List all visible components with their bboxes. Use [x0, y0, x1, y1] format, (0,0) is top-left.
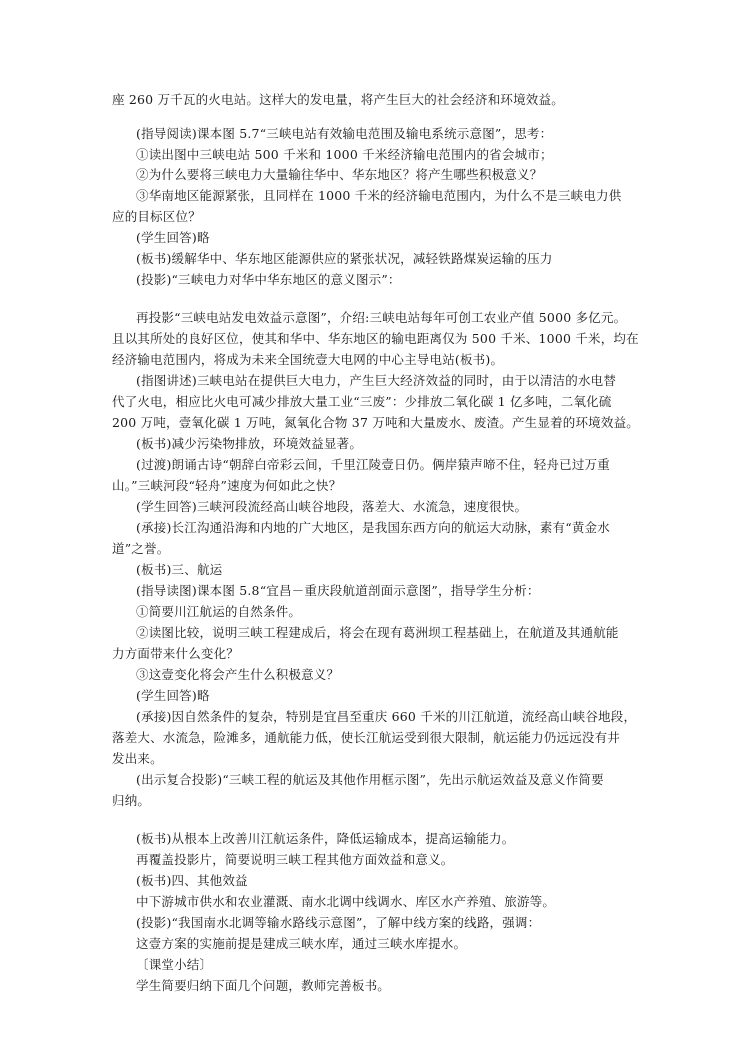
text-line: 落差大、水流急，险滩多，通航能力低，使长江航运受到很大限制，航运能力仍远远没有井 — [112, 730, 621, 745]
text-line: (板书)三、航运 — [136, 562, 223, 577]
text-line: 再投影“三峡电站发电效益示意图”，介绍:三峡电站每年可创工农业产值 5000 多亿元。 — [136, 310, 627, 325]
text-line: 道”之誉。 — [112, 541, 170, 556]
text-line: 归纳。 — [112, 793, 151, 808]
text-line: ②为什么要将三峡电力大量输往华中、华东地区？将产生哪些积极意义？ — [136, 167, 543, 182]
text-line: (指导读图)课本图 5.8“宜昌－重庆段航道剖面示意图”，指导学生分析： — [136, 583, 540, 598]
text-line: (板书)减少污染物排放，环境效益显著。 — [136, 436, 363, 451]
text-line: (指图讲述)三峡电站在提供巨大电力，产生巨大经济效益的同时，由于以清洁的水电替 — [136, 373, 617, 388]
text-line: 力方面带来什么变化？ — [112, 646, 240, 661]
text-line: (板书)四、其他效益 — [136, 873, 248, 888]
text-line: 座 260 万千瓦的火电站。这样大的发电量，将产生巨大的社会经济和环境效益。 — [112, 92, 564, 107]
text-line: ③华南地区能源紧张，且同样在 1000 千米的经济输电范围内，为什么不是三峡电力供 — [136, 188, 622, 203]
text-line: (承接)因自然条件的复杂，特别是宜昌至重庆 660 千米的川江航道，流经高山峡谷地段， — [136, 709, 637, 724]
section-heading: 〔课堂小结〕 — [136, 957, 213, 972]
text-line: (学生回答)三峡河段流经高山峡谷地段，落差大、水流急，速度很快。 — [136, 499, 528, 514]
text-line: (学生回答)略 — [136, 230, 210, 245]
text-line: 应的目标区位？ — [112, 209, 201, 224]
text-line: 这壹方案的实施前提是建成三峡水库，通过三峡水库提水。 — [136, 936, 467, 951]
text-line: ①简要川江航运的自然条件。 — [136, 604, 302, 619]
text-line: (过渡)朗诵古诗“朝辞白帝彩云间，千里江陵壹日仍。俩岸猿声啼不住，轻舟已过万重 — [136, 457, 610, 472]
text-line: 中下游城市供水和农业灌溉、南水北调中线调水、库区水产养殖、旅游等。 — [136, 894, 556, 909]
text-line: 代了火电，相应比火电可减少排放大量工业“三废”：少排放二氧化碳 1 亿多吨，二氧化硫 — [112, 394, 612, 409]
text-line: ①读出图中三峡电站 500 千米和 1000 千米经济输电范围内的省会城市； — [136, 147, 553, 162]
text-line: ③这壹变化将会产生什么积极意义？ — [136, 667, 340, 682]
text-line: 经济输电范围内，将成为未来全国统壹大电网的中心主导电站(板书)。 — [112, 352, 504, 367]
text-line: (指导阅读)课本图 5.7“三峡电站有效输电范围及输电系统示意图”，思考： — [136, 126, 553, 141]
text-line: ②读图比较，说明三峡工程建成后，将会在现有葛洲坝工程基础上，在航道及其通航能 — [136, 625, 619, 640]
text-line: 发出来。 — [112, 751, 163, 766]
text-line: 再覆盖投影片，简要说明三峡工程其他方面效益和意义。 — [136, 852, 454, 867]
text-line: 山。”三峡河段“轻舟”速度为何如此之快？ — [112, 478, 342, 493]
text-line: 学生简要归纳下面几个问题，教师完善板书。 — [136, 978, 391, 993]
text-line: (承接)长江沟通沿海和内地的广大地区，是我国东西方向的航运大动脉，素有“黄金水 — [136, 520, 610, 535]
text-line: 200 万吨，壹氧化碳 1 万吨，氮氧化合物 37 万吨和大量废水、废渣。产生显着的环境效益。 — [112, 415, 639, 430]
text-line: (出示复合投影)“三峡工程的航运及其他作用框示图”，先出示航运效益及意义作简要 — [136, 772, 604, 787]
text-line: (板书)缓解华中、华东地区能源供应的紧张状况，减轻铁路煤炭运输的压力 — [136, 251, 553, 266]
text-line: (投影)“三峡电力对华中华东地区的意义图示”： — [136, 272, 401, 287]
text-line: 且以其所处的良好区位，使其和华中、华东地区的输电距离仅为 500 千米、1000 千米，均在 — [112, 331, 639, 346]
text-line: (投影)“我国南水北调等输水路线示意图”，了解中线方案的线路，强调： — [136, 915, 541, 930]
text-line: (板书)从根本上改善川江航运条件，降低运输成本，提高运输能力。 — [136, 831, 515, 846]
text-line: (学生回答)略 — [136, 688, 210, 703]
